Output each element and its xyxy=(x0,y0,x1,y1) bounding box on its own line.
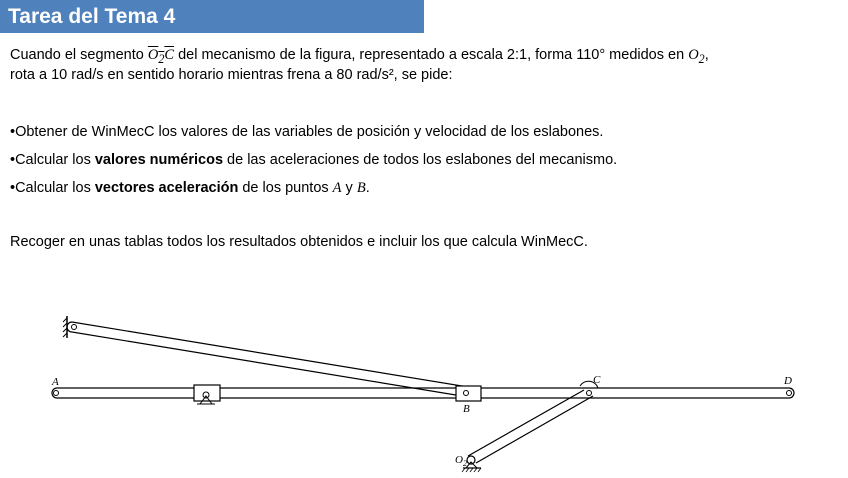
bullet-2-pre: •Calcular los xyxy=(10,152,95,168)
label-d: D xyxy=(784,375,792,387)
segment-o: O xyxy=(147,47,159,63)
o2-main: O xyxy=(688,47,699,63)
bullet-3-mid: de los puntos xyxy=(238,180,333,196)
label-o2-main: O xyxy=(455,454,463,466)
statement-text-1c: , xyxy=(704,47,709,63)
ground-slider xyxy=(194,385,220,404)
bullet-3-pre: •Calcular los xyxy=(10,180,95,196)
bullet-3-end: . xyxy=(365,180,370,196)
crank-o2c xyxy=(468,381,598,463)
label-c: C xyxy=(593,374,601,386)
bullet-2-post: de las aceleraciones de todos los eslabones del mecanismo. xyxy=(223,152,618,168)
bullet-3-point-a: A xyxy=(332,180,342,196)
bullet-3-point-b: B xyxy=(356,180,366,196)
label-o2-sub: 2 xyxy=(462,459,467,468)
bullet-1: •Obtener de WinMecC los valores de las variables de posición y velocidad de los eslabones. xyxy=(10,124,604,140)
label-o2 xyxy=(455,454,467,468)
closing-paragraph: Recoger en unas tablas todos los resultados obtenidos e incluir los que calcula WinMecC. xyxy=(10,234,588,250)
bullet-3-y: y xyxy=(341,180,357,196)
statement-text-1b: del mecanismo de la figura, representado a escala 2:1, forma 110° medidos en xyxy=(174,47,689,63)
segment-o-sub: 2 xyxy=(158,51,165,66)
page-title: Tarea del Tema 4 xyxy=(8,4,176,28)
label-b: B xyxy=(463,403,470,415)
segment-c: C xyxy=(164,47,175,63)
o2-sub: 2 xyxy=(698,51,705,66)
upper-link xyxy=(67,322,468,397)
label-a: A xyxy=(52,376,59,388)
bullet-3-bold: vectores aceleración xyxy=(94,180,239,196)
statement-text-1a: Cuando el segmento xyxy=(10,47,148,63)
statement-line-2: rota a 10 rad/s en sentido horario mientras frena a 80 rad/s², se pide: xyxy=(10,67,453,83)
bullet-2-bold: valores numéricos xyxy=(94,152,224,168)
slider-b xyxy=(456,386,481,401)
